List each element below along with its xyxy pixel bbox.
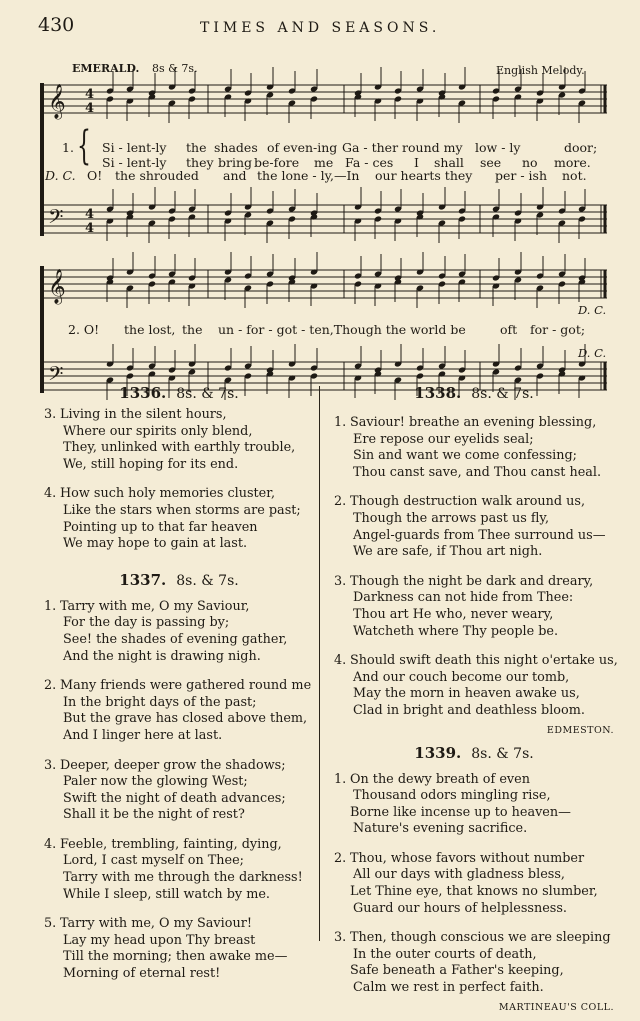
hymn-1338-verse-3: 3. Though the night be dark and dreary, Darkness can not hide from Thee: Thou art He who, never weary, Watcheth where Thy people be. (334, 573, 594, 639)
time-signature-bottom: 4 (85, 221, 95, 236)
barlines (208, 85, 605, 390)
tune-name: EMERALD. (72, 62, 140, 75)
column-divider (319, 386, 320, 941)
hymn-heading-1338: 1338. 8s. & 7s. (414, 384, 534, 402)
left-column (44, 407, 314, 996)
bass-clef-icon: 𝄢 (48, 205, 64, 233)
page-number: 430 (38, 14, 75, 36)
system-bracket-1 (40, 83, 44, 236)
hymn-1337-verse-3: 3. Deeper, deeper grow the shadows; Paler now the glowing West; Swift the night of death advances; Shall it be the night of rest? (44, 757, 286, 823)
time-signature-top: 4 (85, 87, 95, 102)
time-signature-bottom: 4 (85, 101, 95, 116)
time-signature-top: 4 (85, 207, 95, 222)
hymn-1339-attribution: MARTINEAU'S COLL. (498, 1001, 614, 1013)
system-bracket-2 (40, 266, 44, 393)
hymn-heading-1339: 1339. 8s. & 7s. (414, 743, 534, 762)
tune-attribution: English Melody. (496, 64, 585, 77)
hymn-1337-verse-4: 4. Feeble, trembling, fainting, dying, Lord, I cast myself on Thee; Tarry with me through the darkness! While I sleep, still watch by me. (44, 836, 303, 902)
da-capo-mark: D. C. (578, 346, 607, 360)
bass-clef-icon: 𝄢 (48, 362, 64, 390)
tune-meter: 8s & 7s. (152, 62, 198, 75)
verse-brace: { (77, 123, 91, 169)
treble-clef-icon: 𝄞 (48, 84, 66, 119)
hymn-1339-verse-1: 1. On the dewy breath of even Thousand odors mingling rise, Borne like incense up to heaven— Nature's evening sacrifice. (334, 771, 571, 837)
hymn-1338-verse-1: 1. Saviour! breathe an evening blessing, Ere repose our eyelids seal; Sin and want we come confessing; Thou canst save, and Thou canst heal. (334, 415, 602, 480)
hymn-1336-verse-4: 4. How such holy memories cluster, Like the stars when storms are past; Pointing up to that far heaven We may hope to gain at last. (44, 486, 301, 552)
music-score (0, 0, 640, 400)
running-head: TIMES AND SEASONS. (200, 20, 441, 36)
hymn-1338-verse-2: 2. Though destruction walk around us, Though the arrows past us fly, Angel-guards from Thee surround us— We are safe, if Thou art nigh. (334, 494, 606, 560)
hymn-1337-verse-1: 1. Tarry with me, O my Saviour, For the day is passing by; See! the shades of evening gather, And the night is drawing nigh. (44, 598, 288, 664)
hymn-1339-verse-2: 2. Thou, whose favors without number All our days with gladness bless, Let Thine eye, that knows no slumber, Guard our hours of helplessness. (334, 850, 598, 916)
hymn-1338-verse-4: 4. Should swift death this night o'ertake us, And our couch become our tomb, May the morn in heaven awake us, Clad in bright and deathless bloom. (334, 653, 618, 718)
hymn-heading-1336: 1336. 8s. & 7s. (119, 384, 239, 402)
hymn-1339-verse-3: 3. Then, though conscious we are sleeping In the outer courts of death, Safe beneath a Father's keeping, Calm we rest in perfect faith. (334, 930, 611, 996)
hymn-1337-verse-5: 5. Tarry with me, O my Saviour! Lay my head upon Thy breast Till the morning; then awake me— Morning of eternal rest! (44, 916, 288, 982)
treble-clef-icon: 𝄞 (48, 269, 66, 304)
hymn-1338-attribution: EDMESTON. (546, 724, 614, 736)
right-column (334, 415, 618, 1021)
hymnal-page: 430 TIMES AND SEASONS. EMERALD. 8s & 7s. English Melody. 𝄞 𝄢 𝄞 𝄢 4 4 4 4 { 1. Si - lent-ly the shades of even-ing Ga - ther round my low - ly door; Si - lent-ly they bring be-fore me Fa - ces I shall see no more. D. C. O! the shrouded and the lone - ly,—In our hearts they per - ish not. 2. O! the lost, the un - for - got - ten,Though the world be oft for - got; D. C. D. C. 3. Living in the silent hours, Where our spirits only blend, They, unlinked with earthly trouble, We, still hoping for its end. 4. How such holy memories cluster, Like the stars when storms are past; Pointing up to that far heaven We may hope to gain at last. 1337. 8s. & 7s. 1. Tarry with me, O my Saviour, For the day is passing by; See! the shades of evening gather, And the night is drawing nigh. 2. Many friends were gathered round me In the bright days of the past; But the grave has closed above them, And I linger here at last. 3. Deeper, deeper grow the shadows; Paler now the glowing West; Swift the night of death advances; Shall it be the night of rest? 4. Feeble, trembling, fainting, dying, Lord, I cast myself on Thee; Tarry with me through the darkness! While I sleep, still watch by me. 5. Tarry with me, O my Saviour! Lay my head upon Thy breast Till the morning; then awake me— Morning of eternal rest! 1336. 8s. & 7s. 1338. 8s. & 7s. 1. Saviour! breathe an evening blessing, Ere repose our eyelids seal; Sin and want we come confessing; Thou canst save, and Thou canst heal. 2. Though destruction walk around us, Though the arrows past us fly, Angel-guards from Thee surround us— We are safe, if Thou art nigh. 3. Though the night be dark and dreary, Darkness can not hide from Thee: Thou art He who, never weary, Watcheth where Thy people be. 4. Should swift death this night o'ertake us, And our couch become our tomb, May the morn in heaven awake us, Clad in bright and deathless bloom. EDMESTON. 1339. 8s. & 7s. 1. On the dewy breath of even Thousand odors mingling rise, Borne like incense up to heaven— Nature's evening sacrifice. 2. Thou, whose favors without number All our days with gladness bless, Let Thine eye, that knows no slumber, Guard our hours of helplessness. 3. Then, though conscious we are sleeping In the outer courts of death, Safe beneath a Father's keeping, Calm we rest in perfect faith. MARTINEAU'S COLL. (0, 0, 640, 981)
hymn-1337-verse-2: 2. Many friends were gathered round me In the bright days of the past; But the grave has closed above them, And I linger here at last. (44, 678, 312, 743)
hymn-1336-verse-3: 3. Living in the silent hours, Where our spirits only blend, They, unlinked with earthly trouble, We, still hoping for its end. (44, 407, 296, 472)
hymn-heading-1337: 1337. 8s. & 7s. (119, 570, 239, 589)
da-capo-mark: D. C. (578, 303, 607, 317)
